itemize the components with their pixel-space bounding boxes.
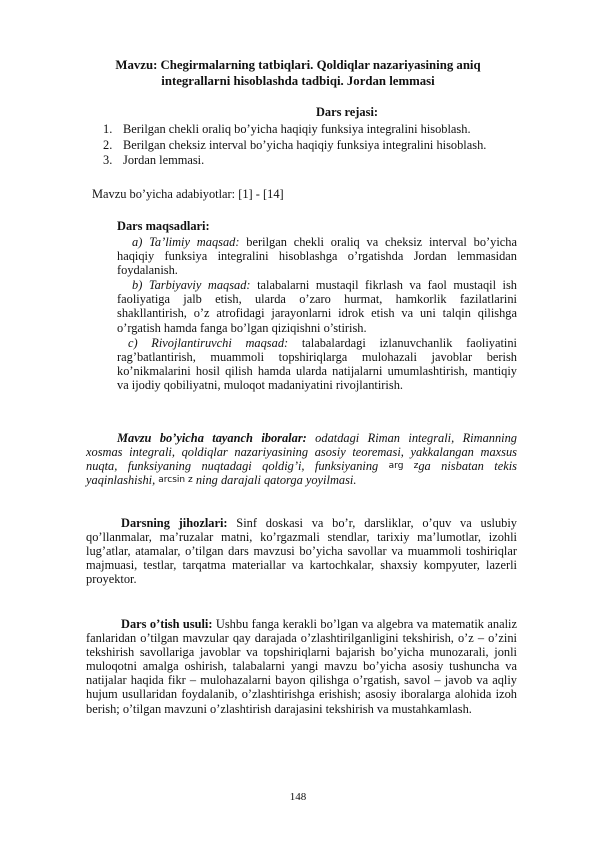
plan-list bbox=[103, 122, 563, 167]
goal-upbringing: b) Tarbiyaviy maqsad: talabalarni mustaqil fikrlash va faol mustaqil ish faoliyatiga jalb etish, ularda o’zaro hurmat, hamkorlik fazilatlarini shakllantirish, o’z atrofidagi jarayonlarni idrok etish va uni talqin qilishga o’rgatish hamda fanga bo’lgan qiziqishni o’stirish. bbox=[117, 278, 517, 335]
math-arcsin-z: arcsin z bbox=[158, 475, 193, 486]
goal-educational: a) Ta’limiy maqsad: berilgan chekli oraliq va cheksiz interval bo’yicha haqiqiy funksiya integralini hisoblashga o’rgatishda Jordan lemmasidan foydalanish. bbox=[117, 235, 518, 278]
page-title bbox=[60, 57, 536, 89]
title-line-1: Mavzu: Chegirmalarning tatbiqlari. Qoldiqlar nazariyasining aniq bbox=[115, 58, 481, 72]
equipment-paragraph: Darsning jihozlari: Sinf doskasi va bo’r, darsliklar, o’quv va uslubiy qo’llanmalar, ma’ruzalar matni, ko’rgazmali stendlar, tarixiy ma’lumotlar, izohli lug’atlar, atamalar, o’tilgan dars mavzusi bo’yicha savollar va muammoli toshiriqlar majmuasi, testlar, tarqatma materiallar va kartochkalar, shaxsiy kompyuter, lazerli proyektor. bbox=[86, 516, 518, 587]
plan-heading: Dars rejasi: bbox=[315, 105, 379, 119]
plan-item: 3. Jordan lemmasi. bbox=[103, 153, 205, 168]
plan-item: 1. Berilgan chekli oraliq bo’yicha haqiqiy funksiya integralini hisoblash. bbox=[103, 122, 471, 136]
keywords-section bbox=[86, 431, 517, 487]
equipment-section bbox=[86, 516, 517, 586]
goals-section bbox=[117, 235, 517, 392]
method-paragraph: Dars o’tish usuli: Ushbu fanga kerakli bo’lgan va algebra va matematik analiz fanlaridan o’tilgan mavzular qay darajada o’zlashtirilganligini tekshirish, o’z – o’zini tekshirish savollariga javoblar va topshiriqlarni bajarish bo’yicha munozarali, jonli muloqotni amalga oshirish, talabalarni yangi mavzu bo’yicha asosiy tushuncha va natijalar haqida fikr – mulohazalarni bayon qilishga o’rgatish, savol – javob va aqliy hujum usullaridan foydalanib, o’zlashtirishga erishish; asosiy iboralarga alohida izoh berish; o’tilgan mavzuni o’zlashtirish darajasini tekshirish va mustahkamlash. bbox=[86, 617, 517, 716]
goals-heading: Dars maqsadlari: bbox=[117, 219, 210, 233]
title-line-2: integrallarni hisoblashda tadbiqi. Jordan lemmasi bbox=[161, 74, 435, 88]
page-number: 148 bbox=[289, 791, 307, 803]
plan-item: 2. Berilgan cheksiz interval bo’yicha haqiqiy funksiya integralini hisoblash. bbox=[103, 137, 487, 152]
literature-line: Mavzu bo’yicha adabiyotlar: [1] - [14] bbox=[92, 187, 284, 201]
keywords-paragraph: Mavzu bo’yicha tayanch iboralar: odatdagi Riman integrali, Rimanning xosmas integrali, qoldiqlar nazariyasining asosiy teoremasi, yakkalangan maxsus nuqta, funksiyaning nuqtadagi qoldig’i, funksiyaning arg zga nisbatan tekis yaqinlashishi, arcsin z ning darajali qatorga yoyilmasi. bbox=[86, 431, 517, 488]
goal-developmental: c) Rivojlantiruvchi maqsad: talabalardagi izlanuvchanlik faoliyatini rag’batlantirish, muammoli topshiriqlarga mulohazali javoblar berish ko’nikmalarini hosil qilish hamda ularda natijalarni umumlashtirish, mantiqiy va ijodiy qobiliyatni, muloqot madaniyatini rivojlantirish. bbox=[117, 335, 517, 392]
method-section bbox=[86, 617, 517, 716]
math-arg-z: arg z bbox=[388, 461, 419, 472]
